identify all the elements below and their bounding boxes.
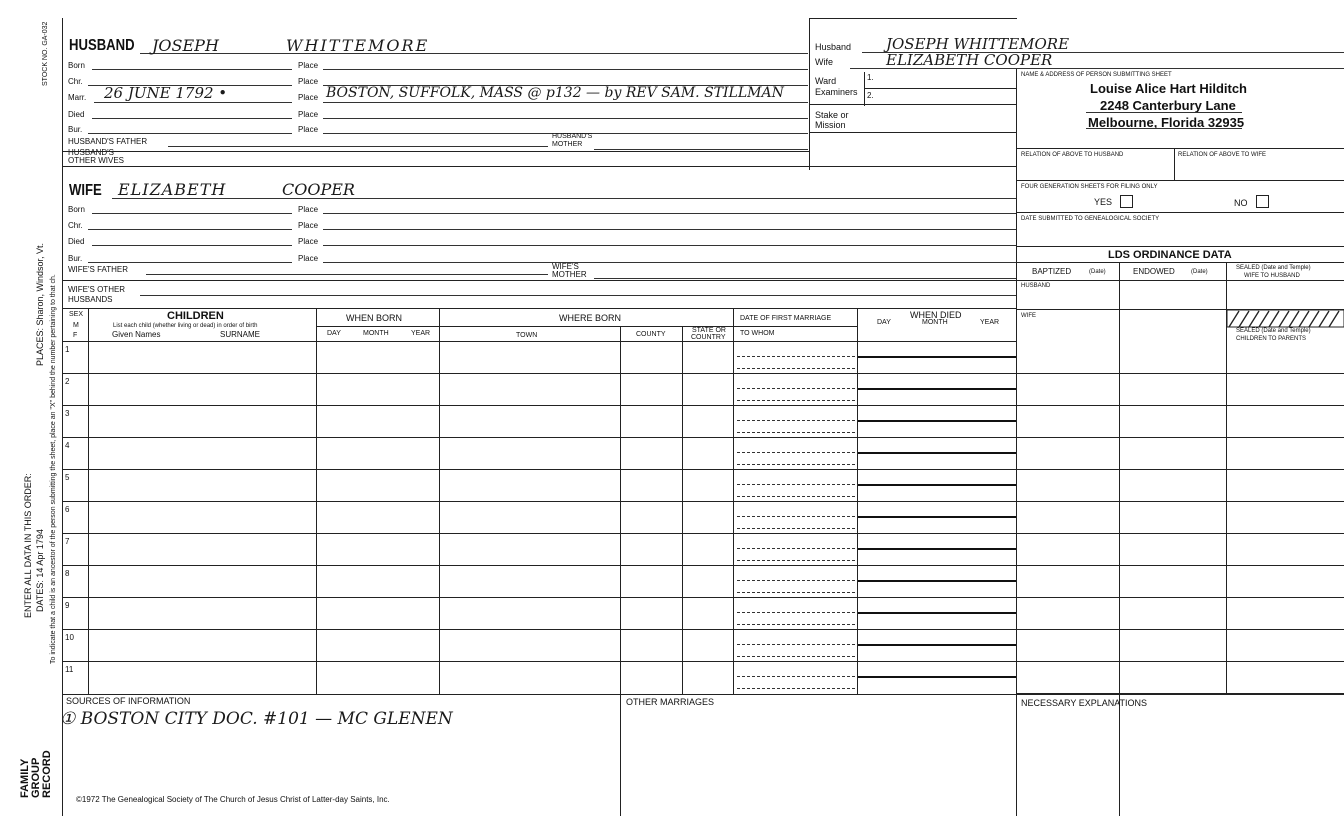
child-marriage-date-line[interactable] xyxy=(737,580,855,581)
necessary-explanations-label: NECESSARY EXPLANATIONS xyxy=(1021,698,1148,708)
child-death-date-line[interactable] xyxy=(858,452,1016,454)
examiners-bottom xyxy=(809,104,1016,105)
lds-child-row-divider xyxy=(1016,373,1344,374)
lds-heading-bottom xyxy=(1016,262,1344,263)
child-row-number: 4 xyxy=(65,441,70,450)
left-border xyxy=(62,18,63,816)
husband-chr-place-label: Place xyxy=(298,77,319,86)
husband-surname[interactable]: WHITTEMORE xyxy=(286,36,430,55)
lds-ordinance-heading: LDS ORDINANCE DATA xyxy=(1108,249,1232,261)
child-row-divider xyxy=(62,565,1016,566)
child-spouse-line[interactable] xyxy=(737,464,855,465)
wife-chr-line[interactable] xyxy=(88,229,292,230)
husband-bur-line[interactable] xyxy=(88,133,292,134)
lds-col-1-divider xyxy=(1119,262,1120,816)
lds-child-row-divider xyxy=(1016,405,1344,406)
wife-born-place-line[interactable] xyxy=(323,213,1016,214)
husband-given-name[interactable]: JOSEPH xyxy=(152,36,219,55)
child-marriage-date-line[interactable] xyxy=(737,516,855,517)
child-death-date-line[interactable] xyxy=(858,356,1016,358)
child-death-date-line[interactable] xyxy=(858,644,1016,646)
submitter-line-2 xyxy=(1086,128,1242,129)
husbands-mother-label: HUSBAND'S MOTHER xyxy=(552,133,593,148)
relation-bottom xyxy=(1016,180,1344,181)
wife-bur-place-line[interactable] xyxy=(323,262,1016,263)
born-month-header: MONTH xyxy=(363,330,389,337)
wife-chr-label: Chr. xyxy=(68,221,83,230)
submitter-street[interactable]: 2248 Canterbury Lane xyxy=(1100,98,1236,113)
died-day-header: DAY xyxy=(877,319,891,326)
child-row-number: 11 xyxy=(65,665,74,674)
husband-marr-place-line[interactable] xyxy=(323,102,808,103)
child-row-divider xyxy=(62,661,1016,662)
child-row-number: 2 xyxy=(65,377,70,386)
to-whom-header: TO WHOM xyxy=(740,330,775,337)
wifes-father-line[interactable] xyxy=(146,274,548,275)
husband-marr-place-label: Place xyxy=(298,93,319,102)
lds-child-row-divider xyxy=(1016,597,1344,598)
husband-born-label: Born xyxy=(68,61,85,70)
husbands-father-line[interactable] xyxy=(168,146,548,147)
lds-wife-label: WIFE xyxy=(1021,313,1036,319)
when-died-header: WHEN DIED xyxy=(910,310,962,320)
wifes-mother-line[interactable] xyxy=(594,278,1016,279)
wife-heading: WIFE xyxy=(69,182,102,199)
husband-section-bottom xyxy=(62,166,1016,167)
wife-bur-line[interactable] xyxy=(88,262,292,263)
other-marriages-label: OTHER MARRIAGES xyxy=(626,697,715,707)
where-born-header: WHERE BORN xyxy=(559,313,622,323)
date-submitted-bottom xyxy=(1016,246,1344,247)
child-spouse-line[interactable] xyxy=(737,592,855,593)
examiners-label: Examiners xyxy=(815,87,858,97)
sealed-children-header-1: SEALED (Date and Temple) xyxy=(1236,328,1311,334)
child-death-date-line[interactable] xyxy=(858,580,1016,582)
marriage-place[interactable]: BOSTON, SUFFOLK, MASS @ p132 — by REV SAM. STILLMAN xyxy=(326,85,784,101)
born-year-header: YEAR xyxy=(411,330,431,337)
given-names-header: Given Names xyxy=(112,330,161,339)
child-spouse-line[interactable] xyxy=(737,560,855,561)
children-subheader: List each child (whether living or dead) in order of birth xyxy=(113,323,258,329)
lds-husband-label: HUSBAND xyxy=(1021,283,1051,289)
state-or-header: STATE OR xyxy=(692,327,726,334)
examiner-1-number: 1. xyxy=(867,73,874,82)
sealed-wife-header-1: SEALED (Date and Temple) xyxy=(1236,265,1311,271)
wife-bur-label: Bur. xyxy=(68,254,83,263)
yes-checkbox[interactable] xyxy=(1120,195,1133,208)
husband-name-line xyxy=(140,53,808,54)
child-marriage-date-line[interactable] xyxy=(737,484,855,485)
first-marriage-subheader-line xyxy=(733,326,857,327)
husbands-father-label: HUSBAND'S FATHER xyxy=(68,137,148,146)
child-spouse-line[interactable] xyxy=(737,528,855,529)
four-gen-bottom xyxy=(1016,212,1344,213)
col-state-divider xyxy=(682,326,683,694)
husband-died-line[interactable] xyxy=(92,118,292,119)
child-spouse-line[interactable] xyxy=(737,656,855,657)
children-header-bottom xyxy=(62,341,1016,342)
child-marriage-date-line[interactable] xyxy=(737,676,855,677)
mission-label: Mission xyxy=(815,120,846,130)
sex-f-header: F xyxy=(73,332,78,339)
when-where-subheader-line xyxy=(316,326,733,327)
lds-child-row-divider xyxy=(1016,469,1344,470)
no-checkbox[interactable] xyxy=(1256,195,1269,208)
child-row-divider xyxy=(62,437,1016,438)
wife-born-label: Born xyxy=(68,205,85,214)
examiner-2-number: 2. xyxy=(867,91,874,100)
lds-child-row-divider xyxy=(1016,533,1344,534)
lds-subheader-bottom xyxy=(1016,280,1344,281)
child-marriage-date-line[interactable] xyxy=(737,548,855,549)
relation-divider xyxy=(1174,148,1175,180)
husband-died-label: Died xyxy=(68,110,85,119)
date-first-marriage-header: DATE OF FIRST MARRIAGE xyxy=(740,315,832,322)
husband-heading: HUSBAND xyxy=(69,37,135,54)
husband-born-place-line[interactable] xyxy=(323,69,808,70)
country-header: COUNTRY xyxy=(691,334,726,341)
wife-born-place-label: Place xyxy=(298,205,319,214)
yes-label: YES xyxy=(1094,197,1113,207)
husbands-mother-line[interactable] xyxy=(594,149,808,150)
child-marriage-date-line[interactable] xyxy=(737,388,855,389)
submitter-line-1 xyxy=(1086,112,1242,113)
when-born-header: WHEN BORN xyxy=(346,313,402,323)
endowed-date-header: (Date) xyxy=(1191,269,1208,275)
date-submitted-label: DATE SUBMITTED TO GENEALOGICAL SOCIETY xyxy=(1021,216,1160,222)
ward-label: Ward xyxy=(815,76,837,86)
child-spouse-line[interactable] xyxy=(737,688,855,689)
child-row-number: 8 xyxy=(65,569,70,578)
child-spouse-line[interactable] xyxy=(737,400,855,401)
wife-born-line[interactable] xyxy=(92,213,292,214)
marriage-date[interactable]: 26 JUNE 1792 • xyxy=(104,84,228,102)
lds-child-row-divider xyxy=(1016,629,1344,630)
lds-table-bottom xyxy=(1016,694,1344,695)
lds-child-row-divider xyxy=(1016,661,1344,662)
child-row-divider xyxy=(62,405,1016,406)
husband-died-place-label: Place xyxy=(298,110,319,119)
sealed-wife-header-2: WIFE TO HUSBAND xyxy=(1244,273,1300,279)
husband-marr-line[interactable] xyxy=(94,102,292,103)
wifes-father-label: WIFE'S FATHER xyxy=(68,265,129,274)
relation-wife-label: RELATION OF ABOVE TO WIFE xyxy=(1178,152,1267,158)
sex-header: SEX xyxy=(69,311,84,318)
child-row-number: 10 xyxy=(65,633,74,642)
right-wife-label: Wife xyxy=(815,57,833,67)
lds-child-row-divider xyxy=(1016,437,1344,438)
husband-other-wives-top-line xyxy=(62,151,810,152)
child-row-divider xyxy=(62,533,1016,534)
wife-section-bottom xyxy=(62,308,1016,309)
children-table-bottom xyxy=(62,694,1016,695)
husband-bur-label: Bur. xyxy=(68,125,83,134)
county-header: COUNTY xyxy=(636,331,666,338)
child-row-number: 3 xyxy=(65,409,70,418)
right-husband-name[interactable]: JOSEPH WHITTEMORE xyxy=(886,35,1070,53)
born-day-header: DAY xyxy=(327,330,341,337)
wife-died-line[interactable] xyxy=(92,245,292,246)
child-death-date-line[interactable] xyxy=(858,484,1016,486)
child-row-divider xyxy=(62,501,1016,502)
child-row-number: 1 xyxy=(65,345,70,354)
died-year-header: YEAR xyxy=(980,319,1000,326)
child-row-number: 5 xyxy=(65,473,70,482)
wifes-mother-label: WIFE'S MOTHER xyxy=(552,262,587,279)
lds-child-row-divider xyxy=(1016,565,1344,566)
wifes-other-husbands-line[interactable] xyxy=(140,295,1016,296)
wife-chr-place-label: Place xyxy=(298,221,319,230)
child-row-divider xyxy=(62,597,1016,598)
husband-bur-place-label: Place xyxy=(298,125,319,134)
child-row-number: 9 xyxy=(65,601,70,610)
child-row-number: 7 xyxy=(65,537,70,546)
no-label: NO xyxy=(1234,198,1248,208)
col-county-divider xyxy=(620,326,621,816)
husband-chr-label: Chr. xyxy=(68,77,83,86)
stock-number: STOCK NO. GA-032 xyxy=(42,21,49,86)
endowed-header: ENDOWED xyxy=(1133,267,1175,276)
wife-bur-place-label: Place xyxy=(298,254,319,263)
husband-marr-label: Marr. xyxy=(68,93,87,102)
stake-bottom xyxy=(809,132,1016,133)
child-row-divider xyxy=(62,629,1016,630)
wife-died-label: Died xyxy=(68,237,85,246)
husband-born-line[interactable] xyxy=(92,69,292,70)
town-header: TOWN xyxy=(516,332,538,339)
husband-born-place-label: Place xyxy=(298,61,319,70)
wife-given-name[interactable]: ELIZABETH xyxy=(118,180,227,199)
sources-label: SOURCES OF INFORMATION xyxy=(66,696,191,706)
child-spouse-line[interactable] xyxy=(737,368,855,369)
child-spouse-line[interactable] xyxy=(737,432,855,433)
right-husband-label: Husband xyxy=(815,42,852,52)
submitter-bottom xyxy=(1016,148,1344,149)
surname-header: SURNAME xyxy=(220,330,261,339)
wife-chr-place-line[interactable] xyxy=(323,229,1016,230)
wife-died-place-label: Place xyxy=(298,237,319,246)
submitter-label: NAME & ADDRESS OF PERSON SUBMITTING SHEET xyxy=(1021,72,1172,78)
sealed-children-header-2: CHILDREN TO PARENTS xyxy=(1236,336,1307,342)
husband-died-place-line[interactable] xyxy=(323,118,808,119)
examiner-1-line[interactable] xyxy=(864,88,1016,89)
ward-divider xyxy=(864,72,865,106)
child-marriage-date-line[interactable] xyxy=(737,612,855,613)
child-row-divider xyxy=(62,373,1016,374)
husband-right-border xyxy=(809,18,810,170)
sex-m-header: M xyxy=(73,322,79,329)
wife-died-place-line[interactable] xyxy=(323,245,1016,246)
child-death-date-line[interactable] xyxy=(858,548,1016,550)
wife-surname[interactable]: COOPER xyxy=(282,180,355,199)
husbands-other-wives-label: HUSBAND'S OTHER WIVES xyxy=(68,148,125,165)
enter-order-text: ENTER ALL DATA IN THIS ORDER: xyxy=(23,473,33,618)
wife-name-line xyxy=(112,198,1016,199)
child-row-number: 6 xyxy=(65,505,70,514)
child-marriage-date-line[interactable] xyxy=(737,452,855,453)
lds-child-row-divider xyxy=(1016,501,1344,502)
child-spouse-line[interactable] xyxy=(737,496,855,497)
right-top-border xyxy=(809,18,1017,19)
wifes-other-husbands-label: WIFE'S OTHER HUSBANDS xyxy=(68,285,126,304)
submitter-city[interactable]: Melbourne, Florida 32935 xyxy=(1088,115,1245,130)
child-spouse-line[interactable] xyxy=(737,624,855,625)
child-death-date-line[interactable] xyxy=(858,516,1016,518)
child-marriage-date-line[interactable] xyxy=(737,420,855,421)
died-month-header: MONTH xyxy=(922,319,948,326)
four-generation-label: FOUR GENERATION SHEETS FOR FILING ONLY xyxy=(1021,184,1158,190)
source-entry-1[interactable]: ① BOSTON CITY DOC. #101 — MC GLENEN xyxy=(60,709,453,729)
places-order-text: PLACES: Sharon, Windsor, Vt. xyxy=(35,242,45,366)
ancestor-instruction: To indicate that a child is an ancestor of the person submitting the sheet, place an "X" behind the number pertaining to that ch. xyxy=(50,274,57,664)
child-death-date-line[interactable] xyxy=(858,612,1016,614)
child-death-date-line[interactable] xyxy=(858,420,1016,422)
hatched-box xyxy=(1227,310,1344,328)
copyright-notice: ©1972 The Genealogical Society of The Church of Jesus Christ of Latter-day Saints, Inc. xyxy=(76,795,390,804)
child-marriage-date-line[interactable] xyxy=(737,356,855,357)
baptized-date-header: (Date) xyxy=(1089,269,1106,275)
right-wife-name[interactable]: ELIZABETH COOPER xyxy=(886,51,1053,69)
submitter-name[interactable]: Louise Alice Hart Hilditch xyxy=(1090,81,1247,96)
child-row-divider xyxy=(62,469,1016,470)
baptized-header: BAPTIZED xyxy=(1032,267,1072,276)
child-marriage-date-line[interactable] xyxy=(737,644,855,645)
stake-or-label: Stake or xyxy=(815,110,849,120)
relation-husband-label: RELATION OF ABOVE TO HUSBAND xyxy=(1021,152,1124,158)
children-header: CHILDREN xyxy=(167,310,224,322)
child-death-date-line[interactable] xyxy=(858,676,1016,678)
dates-order-text: DATES: 14 Apr 1794 xyxy=(35,529,45,612)
child-death-date-line[interactable] xyxy=(858,388,1016,390)
wife-parents-bottom xyxy=(62,280,1016,281)
